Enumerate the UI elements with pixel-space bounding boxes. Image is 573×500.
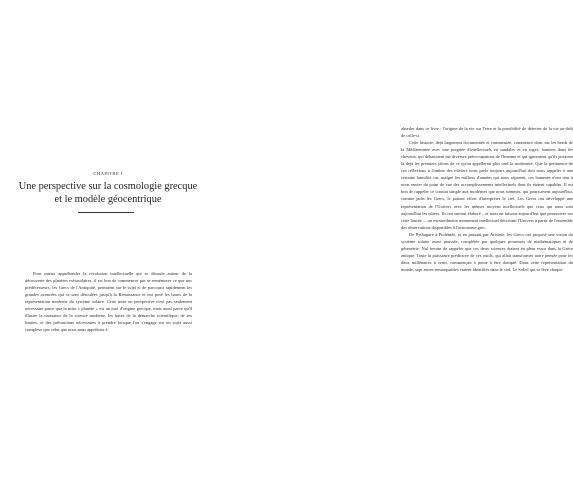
chapter-label: CHAPITRE I xyxy=(93,171,123,176)
chapter-title: Une perspective sur la cosmologie grecque et le modèle géocentrique xyxy=(18,181,198,205)
right-paragraph-continuation: aborder dans ce livre : l'origine de la vie sur Terre et la possibilité de détecter de la vie au-delà de celle-ci. xyxy=(401,126,573,139)
left-page xyxy=(0,0,200,500)
right-paragraph: De Pythagore à Ptolémée, et en passant par Aristote, les Grecs ont proposé une vision du système solaire assez poussée, complétée par quelques prouesses de mathématiques et de géométrie. Nul besoin de rappeler que ces deux sciences étaient en plein essor dans la Grèce antique. Toute la puissance prédictive de ces outils, qui allait transformer notre pensée pour les deux millénaires à venir, commençait à peine à être dompté. Dans cette représentation du monde, sept astres remarquables étaient identifiés dans le ciel. Le Soleil qui se lève chaque xyxy=(401,231,573,272)
right-paragraph: Cette histoire, déjà largement documentée et commentée, commence donc sur les bords de la Méditerranée avec une poignée d'intellectuels en sandales et en toges, hantiers dans les cheveux, qui débattaient sur diverses préoccupations de l'homme et qui ignoraient qu'ils posaient là déjà les premiers jalons de ce qu'on appellerait plus tard la modernité. Que la pertinence de ces réflexions à l'ombre des oliviers nous parle toujours aujourd'hui doit nous rappeler à une certaine humilité car, malgré les milliers d'années qui nous séparent, ces hommes n'ont rien à nous envier du point de vue des accomplissements intellectuels dont ils étaient capables. Il est bon de rappeler ce constat simple aux modernes que nous sommes, qui poursuivent aujourd'hui, comme jadis les Grecs, le patient effort d'interpréter le ciel. Les Grecs ont développé une représentation de l'Univers avec les mêmes moyens intellectuels que ceux qui nous sont aujourd'hui les nôtres. Ils ont surtout élaboré – et nous ne faisons aujourd'hui que poursuivre sur cette lancée –, un extraordinaire monument intellectuel décrivant l'Univers à partir de l'ensemble des observations disponibles à l'astronome grec. xyxy=(401,140,573,230)
right-page xyxy=(200,0,573,500)
left-body-paragraph: Pour mieux appréhender la révolution intellectuelle qui se déroule autour de la découverte des planètes extrasolaires, il est bon de commencer par se remémorer ce que nos prédécesseurs, les Grecs de l'Antiquité, pensaient sur le sujet et de parcourir rapidement les grandes avancées qui se sont déroulées jusqu'à la Renaissance et ont posé les bases de la représentation moderne du système solaire. Cette mise en perspective n'est pas seulement nécessaire parce que la mise « planète » est un mot d'origine grecque, mais aussi parce qu'il illustre la naissance de la science moderne, les bases de la démarche scientifique, de ses limites, et des précautions nécessaires à prendre lorsque l'on s'engage sur un sujet aussi complexe que celui que nous nous apprêtons à xyxy=(25,271,192,333)
right-body-text xyxy=(401,125,573,273)
title-divider xyxy=(78,212,134,213)
